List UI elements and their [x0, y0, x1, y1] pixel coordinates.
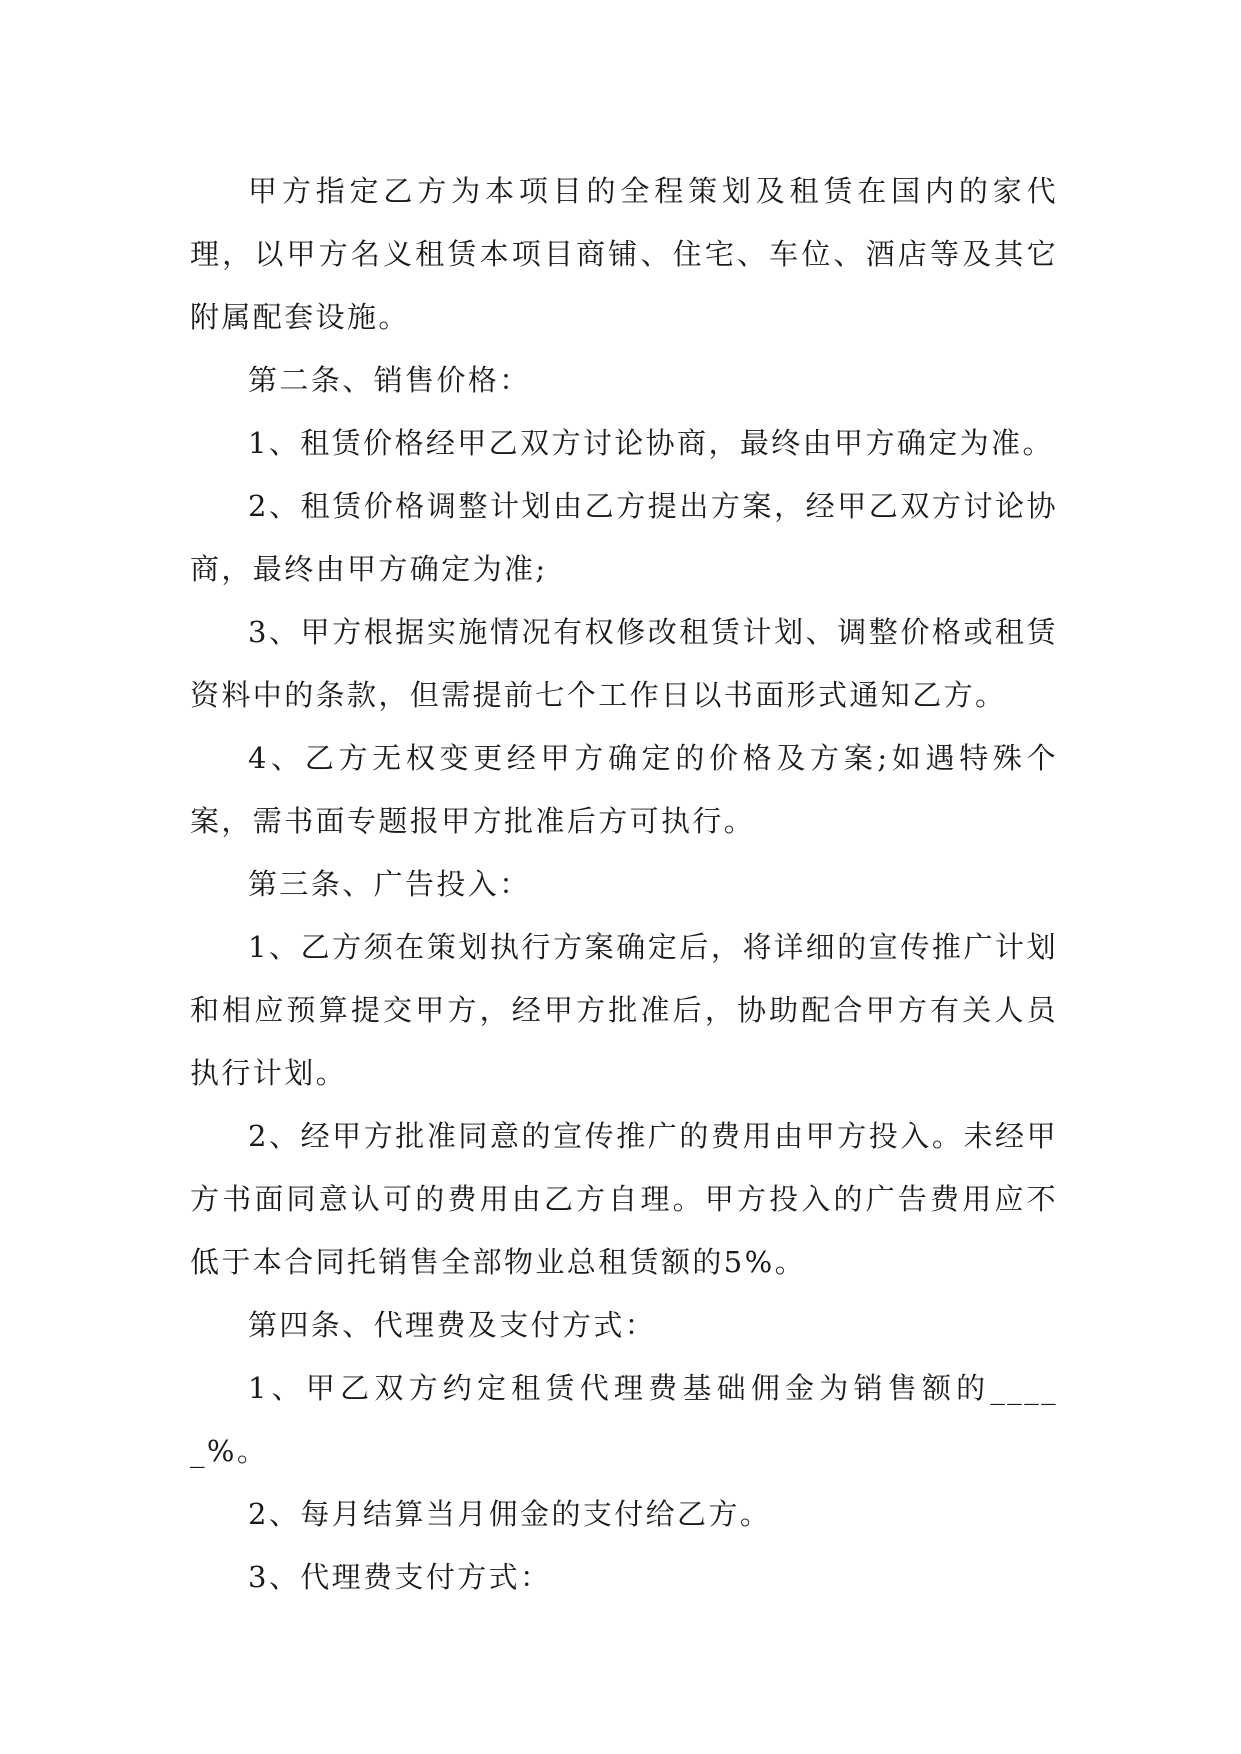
heading-article-2-sales-price: 第二条、销售价格：: [248, 363, 531, 397]
paragraph-price-clause-1: 1、租赁价格经甲乙双方讨论协商，最终由甲方确定为准。: [248, 426, 1054, 460]
paragraph-price-clause-3: 3、甲方根据实施情况有权修改租赁计划、调整价格或租赁资料中的条款，但需提前七个工作日以书面形式通知乙方。: [190, 615, 1058, 712]
paragraph-fee-clause-1: 1、甲乙双方约定租赁代理费基础佣金为销售额的_____%。: [190, 1371, 1058, 1468]
paragraph-fee-clause-3: 3、代理费支付方式：: [248, 1560, 552, 1594]
paragraph-advertising-clause-1: 1、乙方须在策划执行方案确定后，将详细的宣传推广计划和相应预算提交甲方，经甲方批准后，协助配合甲方有关人员执行计划。: [190, 930, 1058, 1090]
paragraph-price-clause-4: 4、乙方无权变更经甲方确定的价格及方案;如遇特殊个案，需书面专题报甲方批准后方可执行。: [190, 741, 1058, 838]
document-body: [190, 160, 1058, 1609]
paragraph-price-clause-2: 2、租赁价格调整计划由乙方提出方案，经甲乙双方讨论协商，最终由甲方确定为准;: [190, 489, 1058, 586]
heading-article-3-advertising: 第三条、广告投入：: [248, 867, 531, 901]
paragraph-fee-clause-2: 2、每月结算当月佣金的支付给乙方。: [248, 1497, 772, 1531]
paragraph-advertising-clause-2: 2、经甲方批准同意的宣传推广的费用由甲方投入。未经甲方书面同意认可的费用由乙方自理。甲方投入的广告费用应不低于本合同托销售全部物业总租赁额的5%。: [190, 1119, 1058, 1279]
heading-article-4-agency-fee: 第四条、代理费及支付方式：: [248, 1308, 657, 1342]
paragraph-agency-scope: 甲方指定乙方为本项目的全程策划及租赁在国内的家代理，以甲方名义租赁本项目商铺、住宅、车位、酒店等及其它附属配套设施。: [190, 174, 1058, 334]
